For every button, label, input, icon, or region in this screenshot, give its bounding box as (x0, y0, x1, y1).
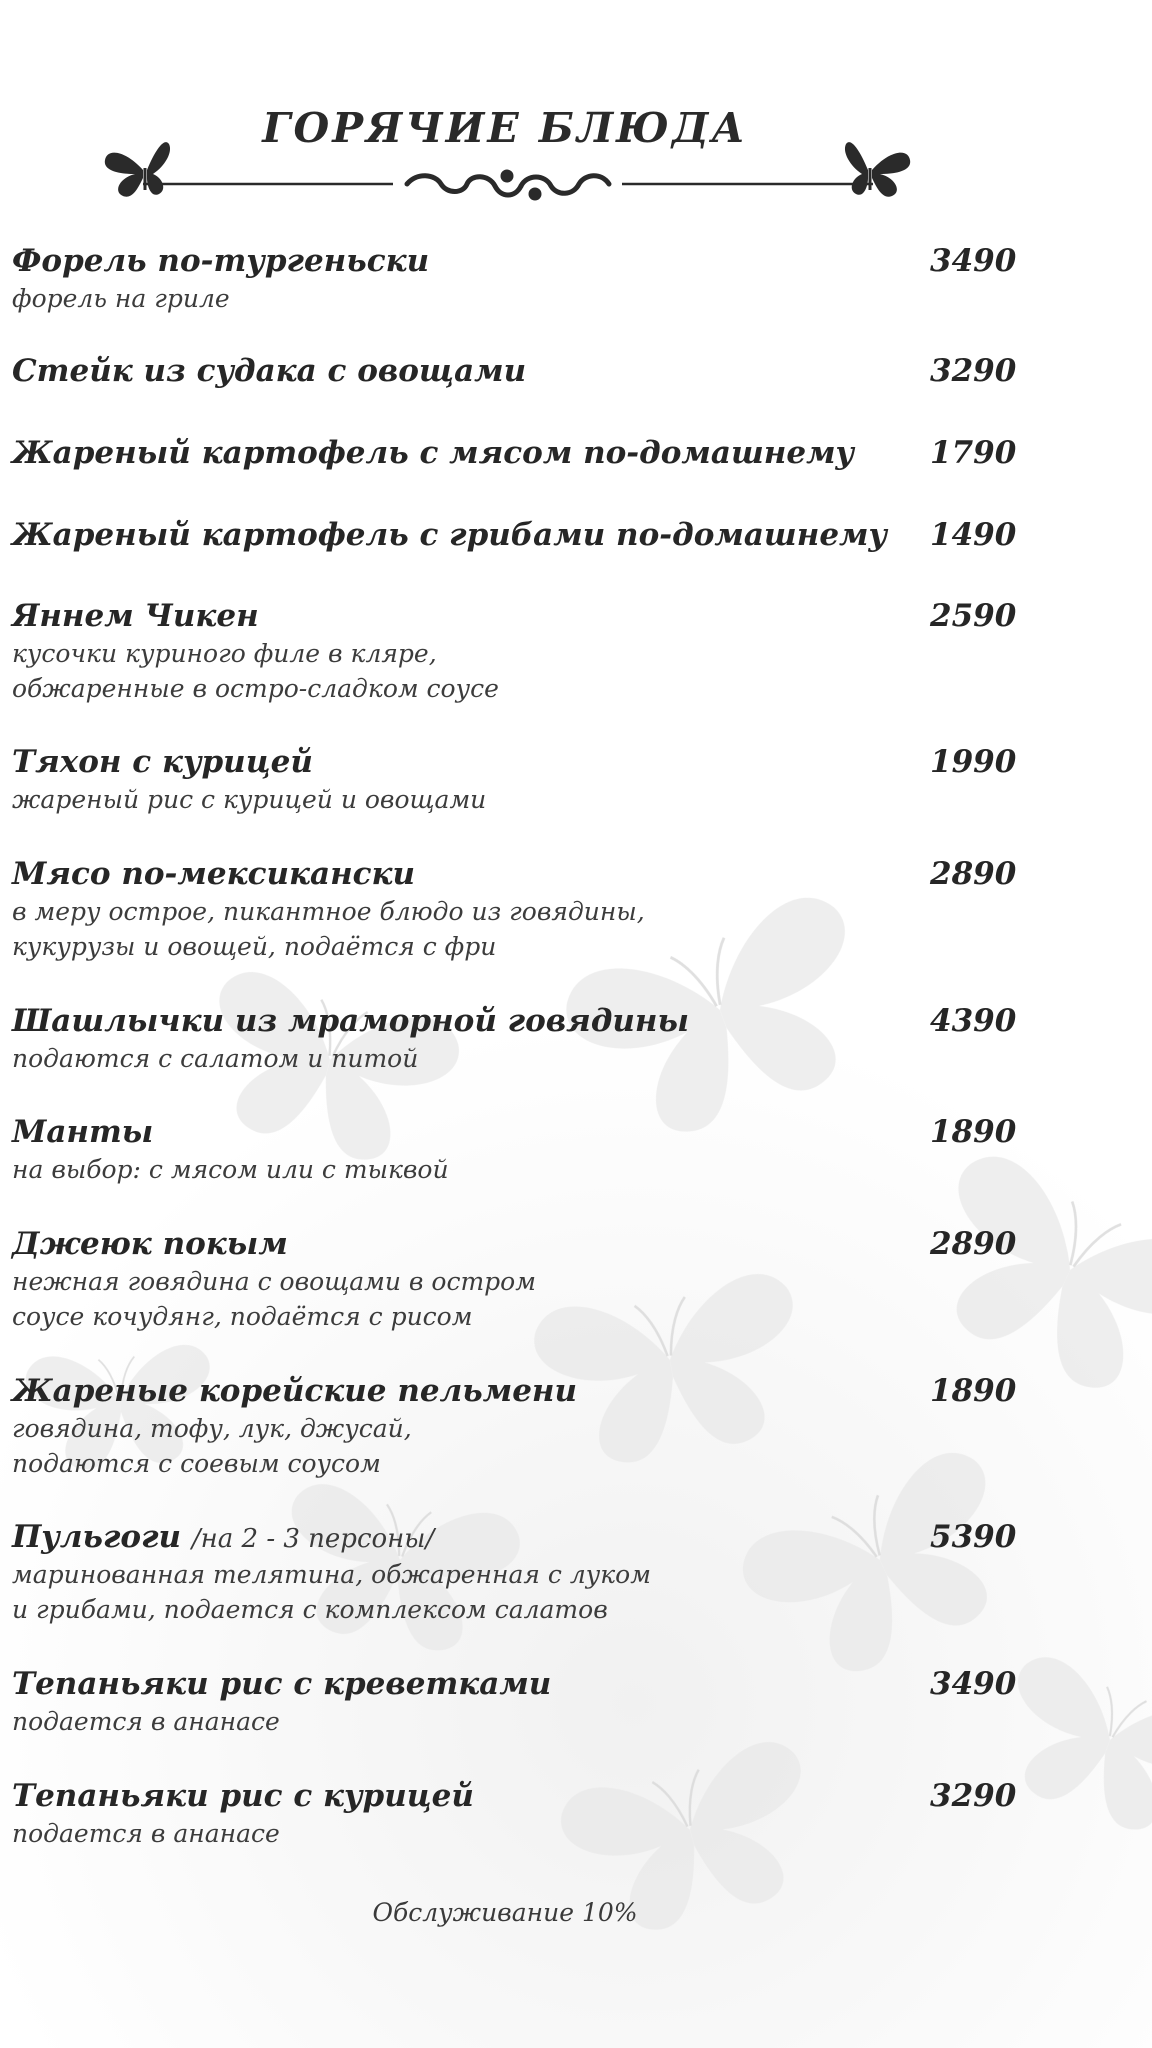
dish-name: Пульгоги /на 2 - 3 персоны/ (12, 1519, 435, 1555)
dish-description: кусочки куриного филе в кляре, обжаренные в остро-сладком соусе (12, 639, 499, 703)
dish-description: подается в ананасе (12, 1819, 280, 1848)
dish-price: 2890 (930, 1226, 1017, 1262)
dish-name: Стейк из судака с овощами (12, 353, 527, 389)
dish-price: 3290 (930, 353, 1017, 389)
butterfly-icon (105, 142, 170, 197)
dish-name: Жареные корейские пельмени (12, 1373, 578, 1409)
dish-description: нежная говядина с овощами в остром соусе кочудянг, подаётся с рисом (12, 1267, 536, 1331)
dish-description: жареный рис с курицей и овощами (12, 785, 487, 814)
dish-price: 3290 (930, 1778, 1017, 1814)
dish-description: подаются с салатом и питой (12, 1044, 419, 1073)
title-ornament (95, 138, 920, 214)
dish-name: Шашлычки из мраморной говядины (12, 1003, 690, 1039)
dish-price: 1890 (930, 1373, 1017, 1409)
dish-name: Тепаньяки рис с креветками (12, 1666, 552, 1702)
dish-price: 5390 (930, 1519, 1017, 1555)
dish-price: 1490 (930, 517, 1017, 553)
butterfly-icon (845, 142, 910, 197)
dish-price: 1790 (930, 435, 1017, 471)
dish-name: Форель по-тургеньски (12, 243, 430, 279)
dish-description: форель на гриле (12, 284, 230, 313)
dish-description: подается в ананасе (12, 1707, 280, 1736)
dish-description: в меру острое, пикантное блюдо из говядины, кукурузы и овощей, подаётся с фри (12, 897, 645, 961)
dish-name: Тепаньяки рис с курицей (12, 1778, 474, 1814)
dish-name: Яннем Чикен (12, 598, 259, 634)
service-charge-note: Обслуживание 10% (372, 1898, 638, 1927)
dish-description: маринованная телятина, обжаренная с луком и грибами, подается с комплексом салатов (12, 1560, 651, 1624)
dish-description: на выбор: с мясом или с тыквой (12, 1155, 449, 1184)
dish-name: Тяхон с курицей (12, 744, 313, 780)
dish-name: Жареный картофель с грибами по-домашнему (12, 517, 888, 553)
dish-description: говядина, тофу, лук, джусай, подаются с соевым соусом (12, 1414, 412, 1478)
dish-price: 3490 (930, 1666, 1017, 1702)
dish-price: 1890 (930, 1114, 1017, 1150)
dish-price: 3490 (930, 243, 1017, 279)
dish-price: 2590 (930, 598, 1017, 634)
dish-note: /на 2 - 3 персоны/ (191, 1524, 435, 1554)
dish-price: 1990 (930, 744, 1017, 780)
dish-name: Манты (12, 1114, 154, 1150)
page-title: ГОРЯЧИЕ БЛЮДА (262, 104, 748, 152)
flourish-ornament (407, 172, 609, 198)
dish-price: 2890 (930, 856, 1017, 892)
dish-name: Жареный картофель с мясом по-домашнему (12, 435, 855, 471)
dish-price: 4390 (930, 1003, 1017, 1039)
dish-name: Джеюк покым (12, 1226, 288, 1262)
dish-name: Мясо по-мексикански (12, 856, 416, 892)
